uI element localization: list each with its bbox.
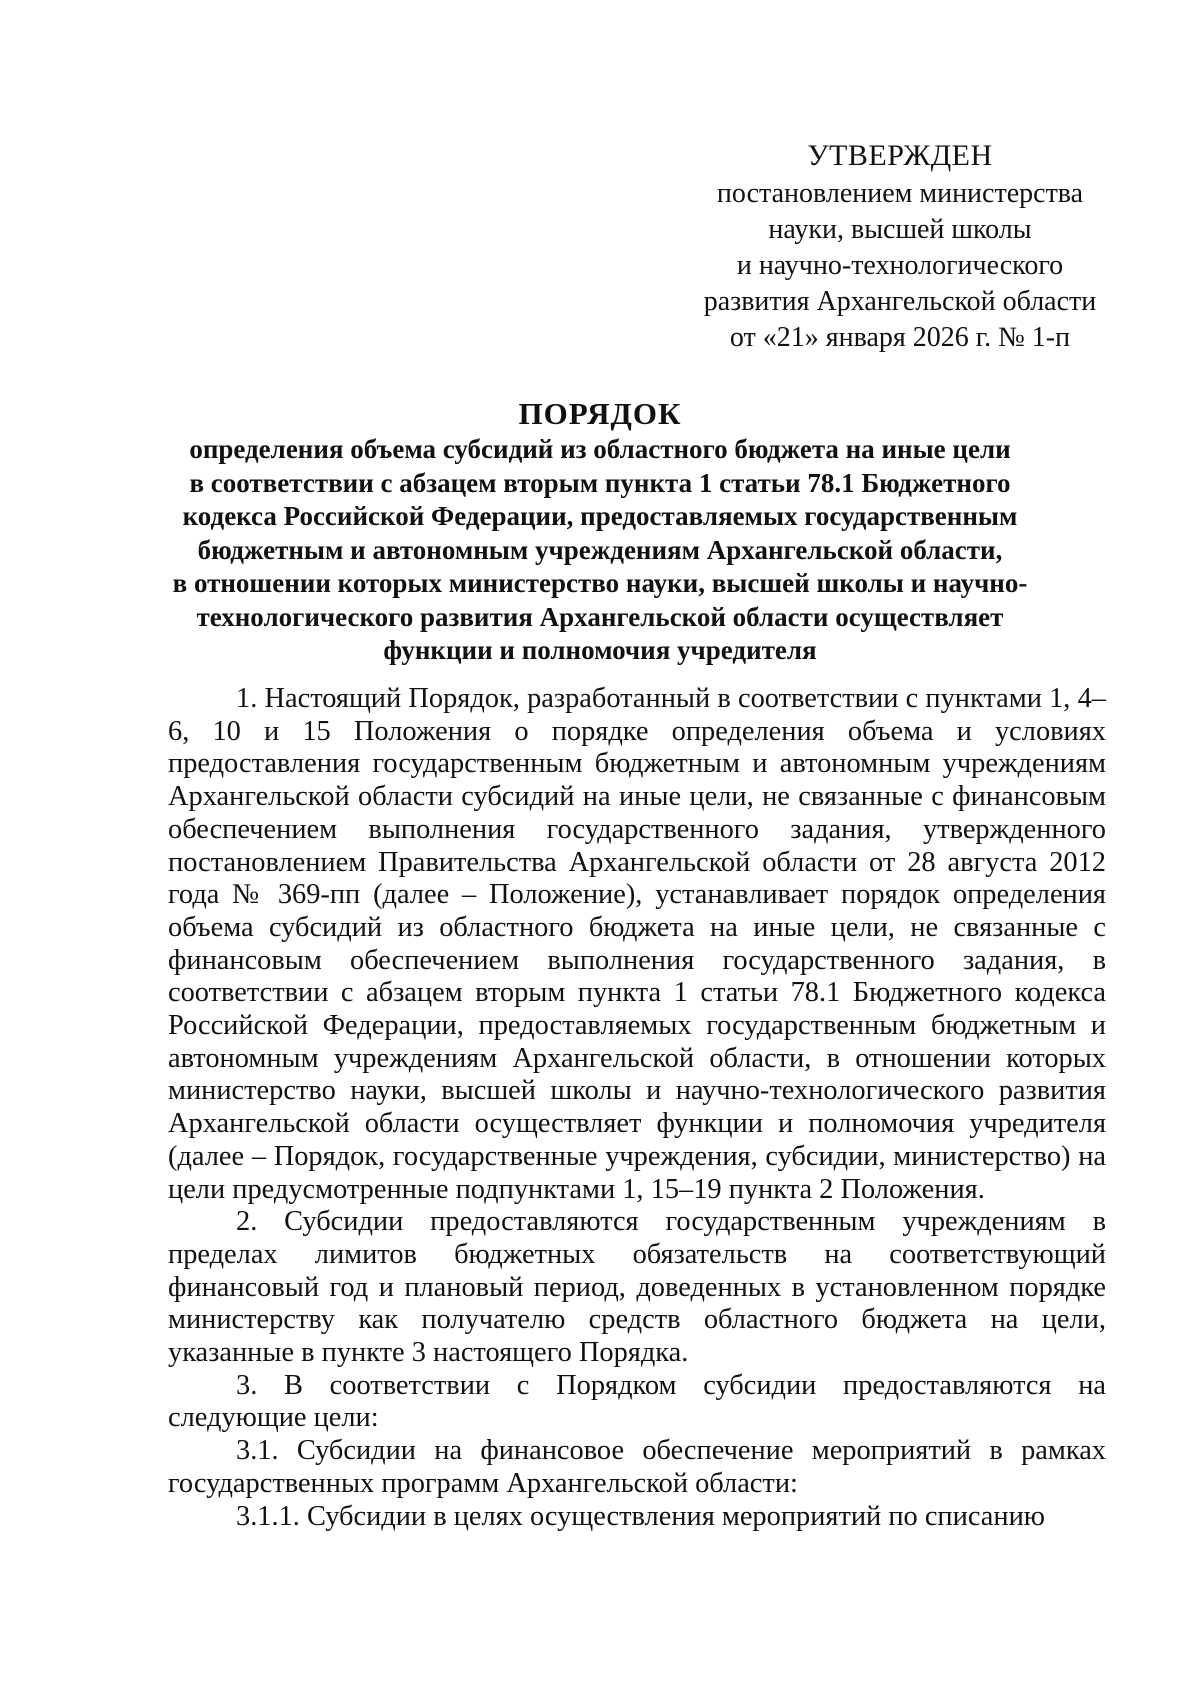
- document-subtitle-line: бюджетным и автономным учреждениям Архангельской области,: [197, 534, 1003, 565]
- document-subtitle-line: в соответствии с абзацем вторым пункта 1 статьи 78.1 Бюджетного: [189, 467, 1011, 498]
- approved-heading: УТВЕРЖДЕН: [807, 139, 993, 172]
- paragraph-3-1-1: 3.1.1. Субсидии в целях осуществления мероприятий по списанию: [236, 1500, 1045, 1532]
- approval-stamp-block: [690, 138, 1110, 356]
- document-subtitle-line: функции и полномочия учредителя: [383, 635, 817, 665]
- paragraph-3: 3. В соответствии с Порядком субсидии предоставляются на следующие цели:: [168, 1369, 1106, 1434]
- document-subtitle-line: кодекса Российской Федерации, предоставляемых государственным: [182, 501, 1018, 531]
- approval-line: постановлением министерства: [716, 178, 1084, 209]
- paragraph-3-1: 3.1. Субсидии на финансовое обеспечение мероприятий в рамках государственных программ Архангельской области:: [168, 1435, 1106, 1499]
- approval-line: развития Архангельской области: [703, 286, 1097, 317]
- approval-date-line: от «21» января 2026 г. № 1-п: [729, 322, 1071, 353]
- document-subtitle-line: определения объема субсидий из областного бюджета на иные цели: [189, 434, 1011, 464]
- document-title-block: [150, 395, 1050, 668]
- document-title: ПОРЯДОК: [518, 396, 682, 431]
- paragraph-2: 2. Субсидии предоставляются государственным учреждениям в пределах лимитов бюджетных обязательств на соответствующий финансовый год и плановый период, доведенных в установленном порядке министерству как получателю средств областного бюджета на цели, указанные в пункте 3 настоящего Порядка.: [168, 1206, 1106, 1369]
- document-subtitle-line: технологического развития Архангельской области осуществляет: [196, 601, 1004, 632]
- paragraph-1: 1. Настоящий Порядок, разработанный в соответствии с пунктами 1, 4–6, 10 и 15 Положения о порядке определения объема и условиях предоставления государственным бюджетным и автономным учреждениям Архангельской области субсидий на иные цели, не связанные с финансовым обеспечением выполнения государственного задания, утвержденного постановлением Правительства Архангельской области от 28 августа 2012 года № 369-пп (далее – Положение), устанавливает порядок определения объема субсидий из областного бюджета на иные цели, не связанные с финансовым обеспечением выполнения государственного задания, в соответствии с абзацем вторым пункта 1 статьи 78.1 Бюджетного кодекса Российской Федерации, предоставляемых государственным бюджетным и автономным учреждениям Архангельской области, в отношении которых министерство науки, высшей школы и научно-технологического развития Архангельской области осуществляет функции и полномочия учредителя (далее – Порядок, государственные учреждения, субсидии, министерство) на цели предусмотренные подпунктами 1, 15–19 пункта 2 Положения.: [168, 683, 1106, 1205]
- approval-line: науки, высшей школы: [768, 214, 1032, 245]
- document-body: [168, 683, 1106, 1533]
- approval-line: и научно-технологического: [736, 250, 1064, 281]
- document-subtitle-line: в отношении которых министерство науки, высшей школы и научно-: [172, 568, 1028, 598]
